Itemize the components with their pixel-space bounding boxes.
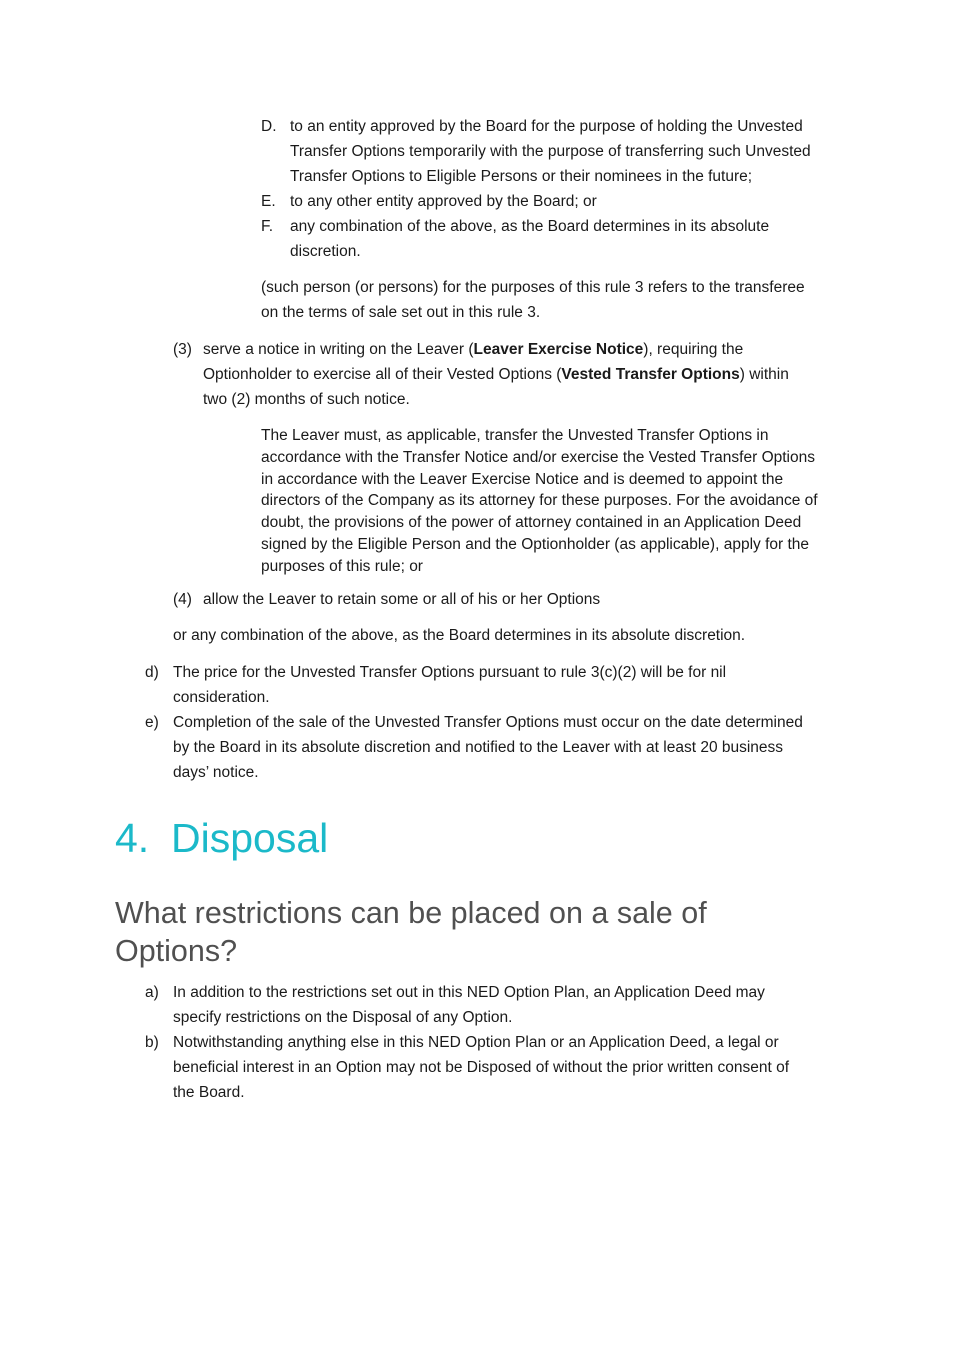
list-item-e-lower: Completion of the sale of the Unvested Transfer Options must occur on the date determined by the Board in its absolute discretion and notified to the Leaver with at least 20 business days’ notice. bbox=[173, 714, 803, 781]
list-marker: b) bbox=[145, 1034, 159, 1051]
combination-note: or any combination of the above, as the Board determines in its absolute discretion. bbox=[173, 627, 746, 644]
section-heading bbox=[115, 812, 328, 864]
list-item-d-lower: The price for the Unvested Transfer Options pursuant to rule 3(c)(2) will be for nil consideration. bbox=[173, 664, 727, 706]
list-item-a: In addition to the restrictions set out in this NED Option Plan, an Application Deed may specify restrictions on the Disposal of any Option. bbox=[173, 984, 765, 1026]
list-item-d-upper: to an entity approved by the Board for the purpose of holding the Unvested Transfer Options temporarily with the purpose of transferring such Unvested Transfer Options to Eligible Persons or their nominees in the future; bbox=[290, 118, 811, 185]
section-title: Disposal bbox=[171, 815, 329, 861]
transferee-note: (such person (or persons) for the purposes of this rule 3 refers to the transferee on the terms of sale set out in this rule 3. bbox=[261, 279, 805, 321]
subheading: What restrictions can be placed on a sale of Options? bbox=[115, 896, 707, 968]
list-marker: e) bbox=[145, 714, 159, 731]
list-marker: (3) bbox=[173, 341, 192, 358]
leaver-paragraph: The Leaver must, as applicable, transfer the Unvested Transfer Options in accordance with the Transfer Notice and/or exercise the Vested Transfer Options in accordance with the Leaver Exercise Notice and is deemed to appoint the directors of the Company as its attorney for these purposes. For the avoidance of doubt, the provisions of the power of attorney contained in an Application Deed signed by the Eligible Person and the Optionholder (as applicable), apply for the purposes of this rule; or bbox=[261, 427, 818, 575]
list-marker: d) bbox=[145, 664, 159, 681]
list-marker: E. bbox=[261, 193, 276, 210]
list-marker: (4) bbox=[173, 591, 192, 608]
list-item-3: serve a notice in writing on the Leaver (Leaver Exercise Notice), requiring the Optionholder to exercise all of their Vested Options (Vested Transfer Options) within two (2) months of such notice. bbox=[203, 341, 789, 408]
list-marker: a) bbox=[145, 984, 159, 1001]
list-item-b: Notwithstanding anything else in this NED Option Plan or an Application Deed, a legal or beneficial interest in an Option may not be Disposed of without the prior written consent of the Board. bbox=[173, 1034, 790, 1101]
list-item-4: allow the Leaver to retain some or all of his or her Options bbox=[203, 591, 601, 608]
list-item-f-upper: any combination of the above, as the Board determines in its absolute discretion. bbox=[290, 218, 770, 260]
list-marker: F. bbox=[261, 218, 274, 235]
section-number: 4. bbox=[115, 815, 150, 861]
list-item-e-upper: to any other entity approved by the Board; or bbox=[290, 193, 597, 210]
list-marker: D. bbox=[261, 118, 277, 135]
